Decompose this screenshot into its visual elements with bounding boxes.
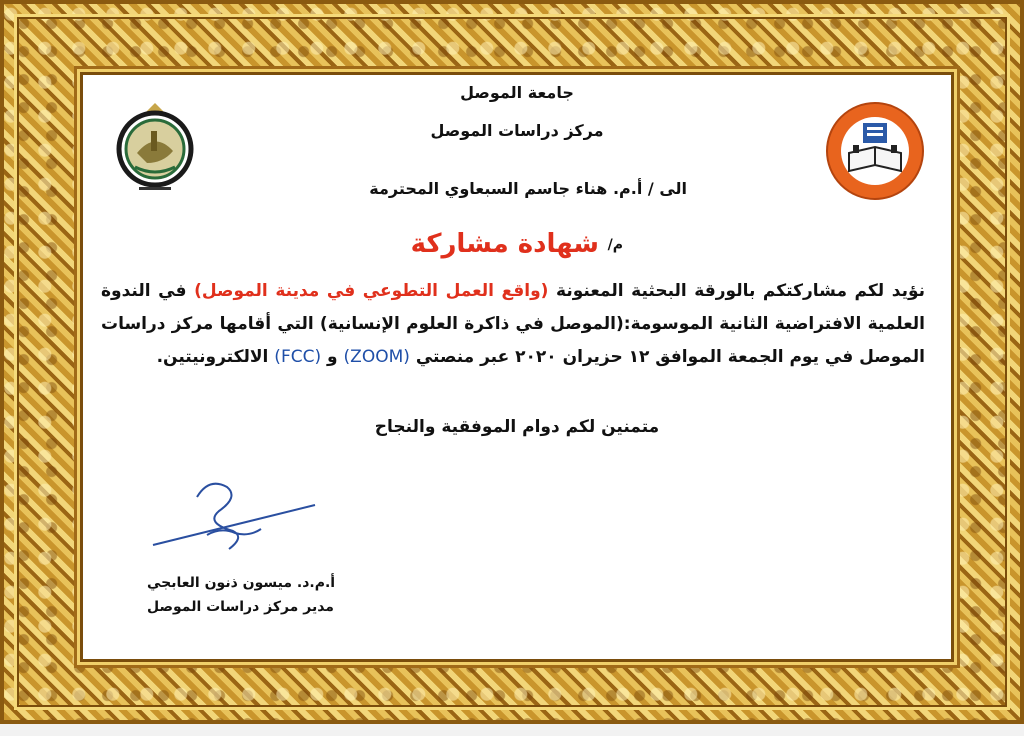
body-intro: نؤيد لكم مشاركتكم بالورقة البحثية المعنونة <box>556 281 925 301</box>
body-main: في الندوة العلمية الافتراضية الثانية الموسومة:(الموصل في ذاكرة العلوم الإنسانية) التي أقامها مركز دراسات الموصل في يوم الجمعة الموافق ١٢ حزيران ٢٠٢٠ عبر منصتي <box>101 281 925 367</box>
platform-fcc: (FCC) <box>274 347 322 367</box>
subject-label: م/ <box>607 237 623 253</box>
body-end: الالكترونيتين. <box>156 347 269 367</box>
signatory-title: مدير مركز دراسات الموصل <box>147 599 334 615</box>
university-of-mosul-logo-icon <box>823 99 927 203</box>
recipient-line: الى / أ.م. هناء جاسم السبعاوي المحترمة <box>369 179 687 198</box>
closing-wish: متمنين لكم دوام الموفقية والنجاح <box>374 417 660 437</box>
platform-zoom: (ZOOM) <box>343 347 410 367</box>
signatory-name: أ.م.د. ميسون ذنون العابجي <box>147 575 336 591</box>
paper-title: (واقع العمل التطوعي في مدينة الموصل) <box>194 281 549 301</box>
certificate-title: شهادة مشاركة <box>410 229 599 259</box>
conjunction: و <box>327 347 338 367</box>
certificate-page <box>80 72 954 662</box>
center-name: مركز دراسات الموصل <box>430 121 604 140</box>
signature-icon <box>149 475 319 555</box>
certificate-body <box>101 275 925 374</box>
university-name: جامعة الموصل <box>460 83 574 102</box>
mosul-studies-center-logo-icon <box>113 101 197 197</box>
